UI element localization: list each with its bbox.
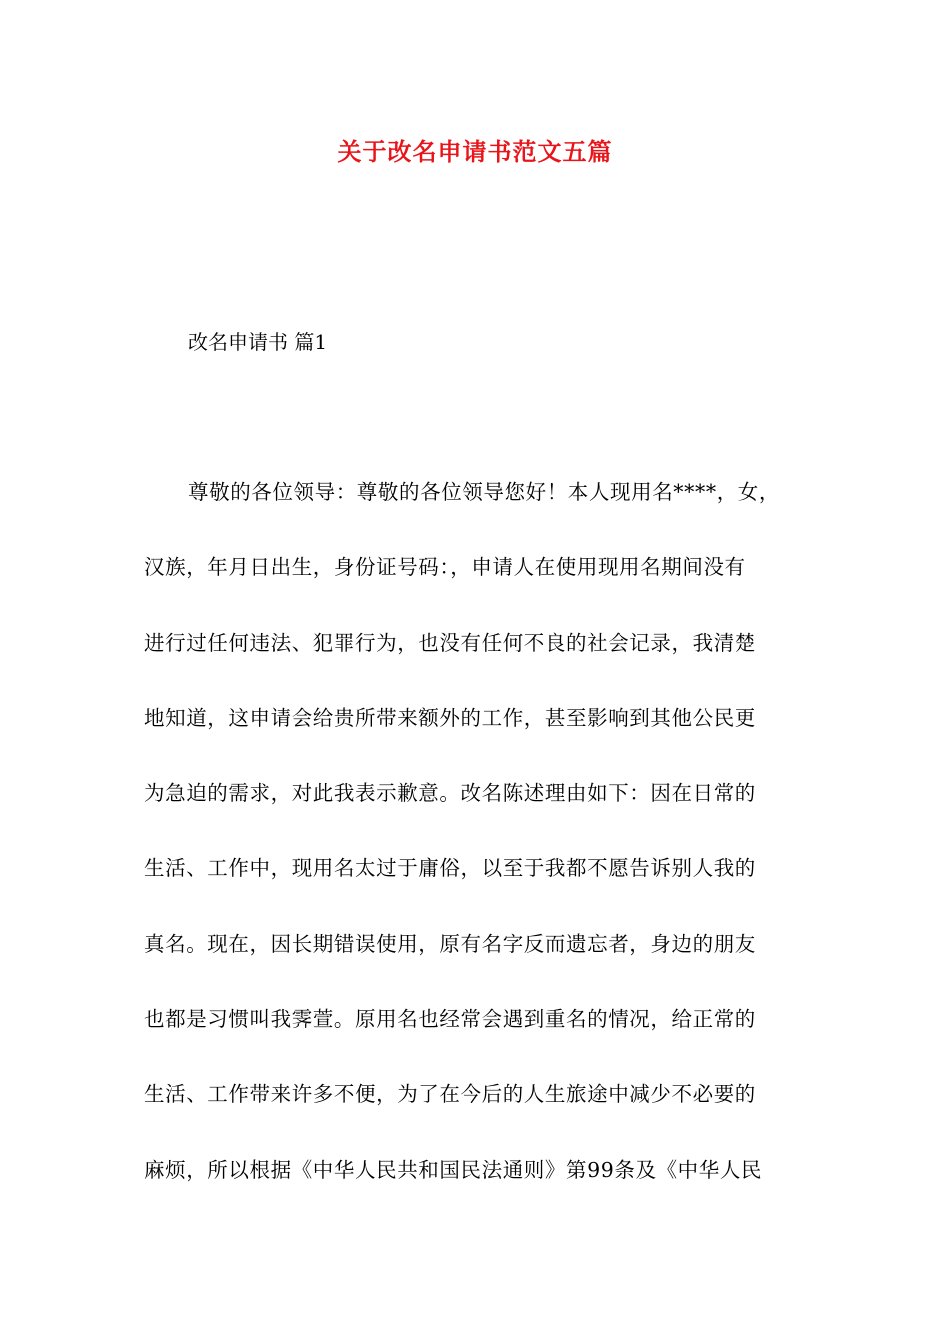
body-line: 为急迫的需求，对此我表示歉意。改名陈述理由如下：因在日常的 [144, 781, 756, 806]
body-line: 尊敬的各位领导：尊敬的各位领导您好！本人现用名****，女， [188, 480, 780, 504]
document-title: 关于改名申请书范文五篇 [337, 137, 613, 166]
body-line: 生活、工作带来许多不便，为了在今后的人生旅途中减少不必要的 [144, 1082, 756, 1107]
body-line: 进行过任何违法、犯罪行为，也没有任何不良的社会记录，我清楚 [144, 630, 756, 655]
body-text [144, 472, 824, 1225]
body-line: 地知道，这申请会给贵所带来额外的工作，甚至影响到其他公民更 [144, 705, 756, 730]
body-line: 麻烦，所以根据《中华人民共和国民法通则》第99条及《中华人民 [144, 1157, 763, 1182]
body-line: 生活、工作中，现用名太过于庸俗，以至于我都不愿告诉别人我的 [144, 856, 756, 881]
body-line: 真名。现在，因长期错误使用，原有名字反而遗忘者，身边的朋友 [144, 931, 756, 956]
section-heading: 改名申请书 篇1 [188, 330, 328, 354]
body-line: 也都是习惯叫我霁萱。原用名也经常会遇到重名的情况，给正常的 [144, 1007, 756, 1032]
body-line: 汉族，年月日出生，身份证号码：，申请人在使用现用名期间没有 [144, 555, 746, 580]
